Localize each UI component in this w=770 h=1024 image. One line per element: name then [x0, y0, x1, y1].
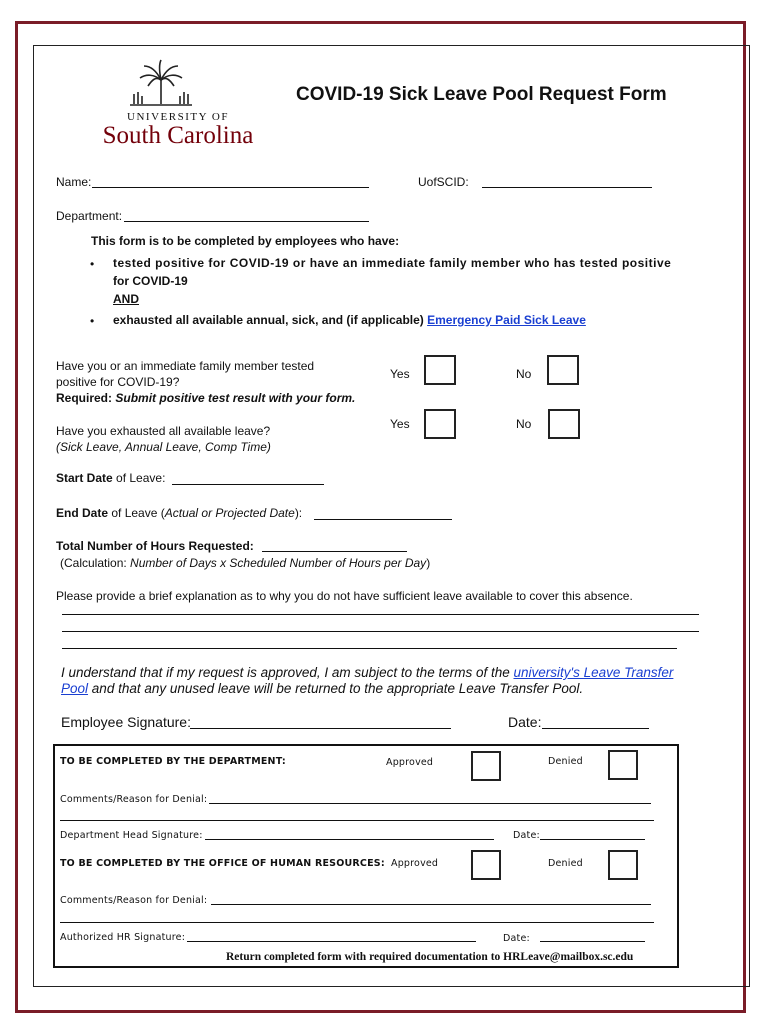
q2-line2: (Sick Leave, Annual Leave, Comp Time)	[56, 440, 271, 454]
calc-b: )	[426, 556, 431, 570]
calc-a: (Calculation:	[60, 556, 127, 570]
department-label: Department:	[56, 209, 123, 223]
uofscid-field[interactable]	[482, 187, 652, 188]
dept-approved-checkbox[interactable]	[471, 751, 501, 781]
bullet-2: •	[90, 314, 95, 328]
leave-transfer-pool-link[interactable]: university's Leave Transfer	[513, 665, 674, 680]
q1-line2: positive for COVID-19?	[56, 375, 180, 389]
start-date-bold: Start Date	[56, 471, 113, 485]
end-date-field[interactable]	[314, 519, 452, 520]
understanding-line1	[61, 665, 673, 681]
q2-line1: Have you exhausted all available leave?	[56, 424, 271, 438]
form-title: COVID-19 Sick Leave Pool Request Form	[296, 84, 667, 105]
name-label: Name:	[56, 175, 92, 189]
end-date-rest-b: ):	[294, 506, 303, 520]
uofscid-label: UofSCID:	[418, 175, 469, 189]
start-date-rest: of Leave:	[116, 471, 166, 485]
q2-yes-checkbox[interactable]	[424, 409, 456, 439]
dept-denied-checkbox[interactable]	[608, 750, 638, 780]
explanation-prompt: Please provide a brief explanation as to why you do not have sufficient leave available to cover this absence.	[56, 589, 633, 603]
employee-signature-field[interactable]	[190, 728, 451, 729]
dept-head-signature-label: Department Head Signature:	[60, 830, 203, 841]
palmetto-tree-icon	[126, 58, 196, 108]
name-field[interactable]	[92, 187, 369, 188]
understanding-text-a: I understand that if my request is approved, I am subject to the terms of the	[61, 665, 510, 680]
start-date-label	[56, 471, 165, 485]
bullet1-line1: tested positive for COVID-19 or have an immediate family member who has tested positive	[113, 256, 672, 270]
university-logo	[102, 58, 254, 150]
hours-label: Total Number of Hours Requested:	[56, 539, 254, 553]
explanation-line-3[interactable]	[62, 648, 677, 649]
q1-required-text: Submit positive test result with your form.	[115, 391, 356, 405]
hr-denied-label: Denied	[548, 858, 583, 869]
end-date-rest-a: of Leave (	[111, 506, 165, 520]
q2-yes-label: Yes	[390, 417, 410, 431]
dept-heading: TO BE COMPLETED BY THE DEPARTMENT:	[60, 756, 286, 767]
explanation-line-2[interactable]	[62, 631, 699, 632]
dept-comments-label: Comments/Reason for Denial:	[60, 794, 208, 805]
hr-comments-field[interactable]	[211, 904, 651, 905]
q1-yes-checkbox[interactable]	[424, 355, 456, 385]
hr-signature-label: Authorized HR Signature:	[60, 932, 186, 943]
start-date-field[interactable]	[172, 484, 324, 485]
logo-line1: UNIVERSITY OF	[127, 111, 229, 123]
end-date-label	[56, 506, 302, 520]
end-date-italic: Actual or Projected Date	[164, 506, 295, 520]
hr-approved-label: Approved	[391, 858, 439, 869]
hr-denied-checkbox[interactable]	[608, 850, 638, 880]
q1-required	[56, 391, 355, 405]
end-date-bold: End Date	[56, 506, 109, 520]
hr-date-field[interactable]	[540, 941, 645, 942]
bullet-1: •	[90, 257, 95, 271]
q2-no-checkbox[interactable]	[548, 409, 580, 439]
and-text: AND	[113, 292, 139, 306]
hours-field[interactable]	[262, 551, 407, 552]
hr-signature-field[interactable]	[187, 941, 476, 942]
bullet2-label: exhausted all available annual, sick, and (if applicable)	[113, 313, 424, 327]
dept-comments-line-2[interactable]	[60, 820, 654, 821]
q1-line1: Have you or an immediate family member tested	[56, 359, 315, 373]
employee-signature-label: Employee Signature:	[61, 714, 191, 730]
understanding-text-b: and that any unused leave will be returned to the appropriate Leave Transfer Pool.	[91, 681, 584, 696]
hr-approved-checkbox[interactable]	[471, 850, 501, 880]
dept-approved-label: Approved	[386, 757, 434, 768]
hr-heading: TO BE COMPLETED BY THE OFFICE OF HUMAN RESOURCES:	[60, 858, 385, 869]
dept-date-label: Date:	[513, 830, 540, 841]
employee-date-label: Date:	[508, 714, 542, 730]
employee-date-field[interactable]	[542, 728, 649, 729]
hr-comments-line-2[interactable]	[60, 922, 654, 923]
bullet1-line2: for COVID-19	[113, 274, 188, 288]
q1-no-label: No	[516, 367, 532, 381]
pool-link[interactable]: Pool	[61, 681, 89, 696]
q1-no-checkbox[interactable]	[547, 355, 579, 385]
calc-italic: Number of Days x Scheduled Number of Hours per Day	[130, 556, 427, 570]
hr-comments-label: Comments/Reason for Denial:	[60, 895, 208, 906]
bullet2-text	[113, 313, 586, 327]
intro-text: This form is to be completed by employees who have:	[91, 234, 400, 248]
department-field[interactable]	[124, 221, 369, 222]
q2-no-label: No	[516, 417, 532, 431]
emergency-paid-sick-leave-link[interactable]: Emergency Paid Sick Leave	[427, 313, 586, 327]
explanation-line-1[interactable]	[62, 614, 699, 615]
understanding-line2	[61, 681, 583, 697]
logo-line2: South Carolina	[102, 122, 254, 149]
dept-comments-field[interactable]	[209, 803, 651, 804]
return-instructions: Return completed form with required documentation to HRLeave@mailbox.sc.edu	[226, 951, 634, 963]
dept-denied-label: Denied	[548, 756, 583, 767]
q1-required-label: Required:	[56, 391, 113, 405]
dept-date-field[interactable]	[540, 839, 645, 840]
q1-yes-label: Yes	[390, 367, 410, 381]
hr-date-label: Date:	[503, 933, 530, 944]
calculation-note	[60, 556, 430, 570]
dept-head-signature-field[interactable]	[205, 839, 494, 840]
